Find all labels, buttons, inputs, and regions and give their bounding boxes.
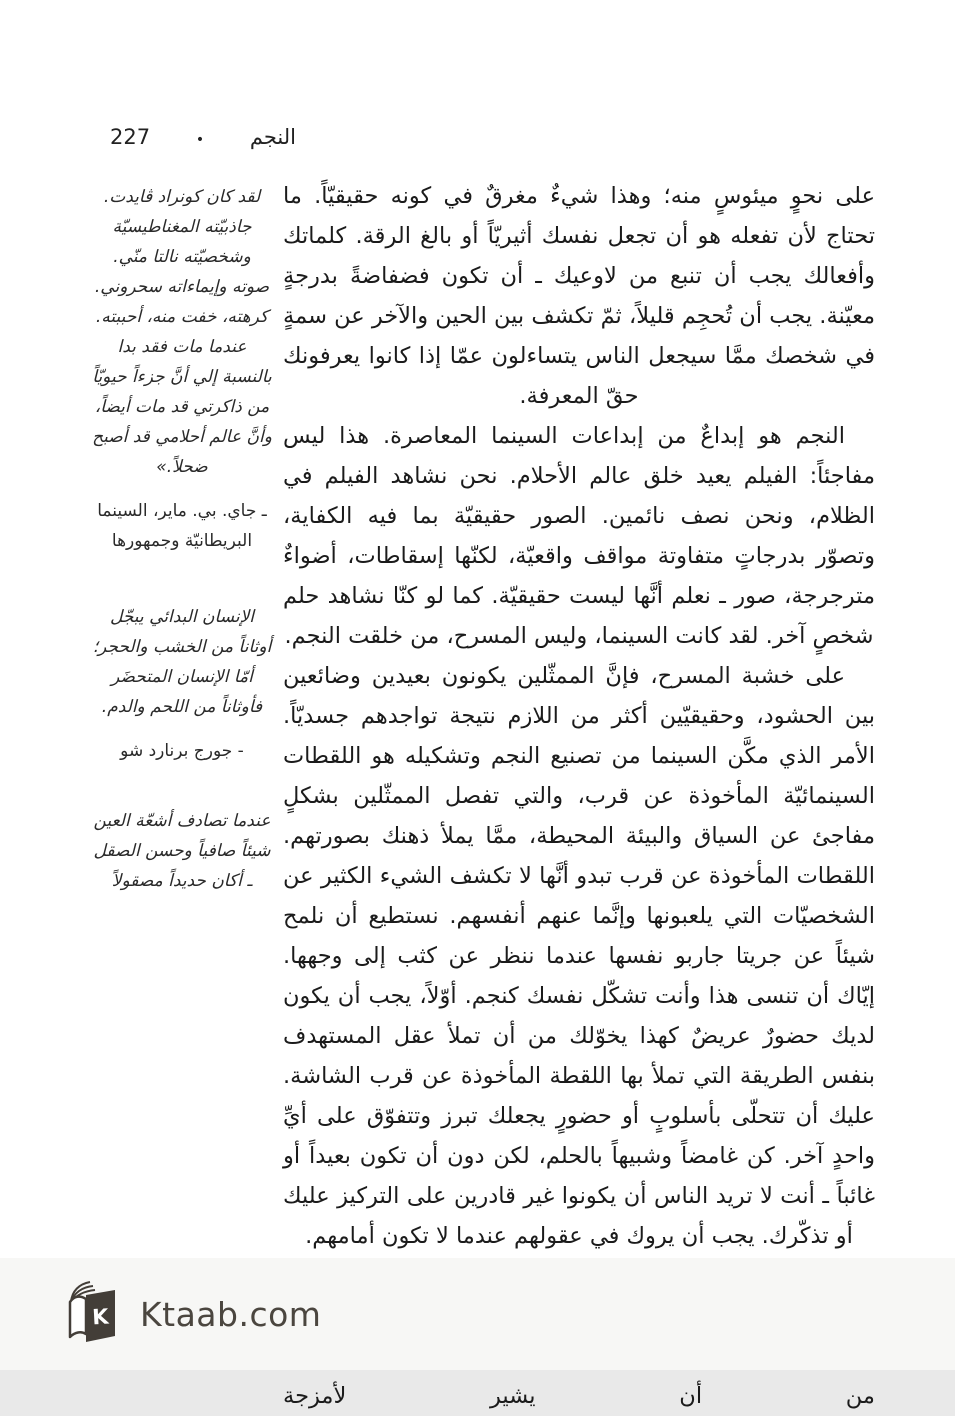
body-paragraph: من أن يشير لأمزجة (283, 1383, 875, 1409)
chapter-title: النجم (249, 125, 296, 149)
header-separator-dot: • (195, 132, 205, 148)
margin-quote: الإنسان البدائي يبجّل أوثاناً من الخشب والحجر؛ أمّا الإنسان المتحضَر فأوثاناً من اللحم والدم. (92, 607, 272, 717)
margin-column (92, 182, 272, 910)
brand-logo (60, 1278, 321, 1350)
body-paragraph: على نحوٍ ميئوسٍ منه؛ وهذا شيءٌ مغرقٌ في كونه حقيقيّاً. ما تحتاج لأن تفعله هو أن تجعل نفسك أثيريّاً أو بالغ الرقة. كلماتك وأفعالك يجب أن تنبع من لاوعيك ـ أن تكون فضفاضةً بدرجةٍ معيّنة. يجب أن تُحجِم قليلاً، ثمّ تكشف بين الحين والآخر عن سمةٍ في شخصك ممَّا سيجعل الناس يتساءلون عمّا إذا كانوا يعرفونك حقّ المعرفة. (283, 183, 875, 409)
margin-quote: لقد كان كونراد ڤايدت. جاذبيّته المغناطيسيّة وشخصيّته نالتا منّي. صوته وإيماءاته سحروني. كرهته، خفت منه، أحببته. عندما مات فقد بدا بالنسبة إلي أنَّ جزءاً حيويّاً من ذاكرتي قد مات أيضاً، وأنَّ عالم أحلامي قد أصبح ضحلاً.» (92, 187, 272, 477)
body-column (283, 176, 875, 1416)
margin-attribution: - جورج برنارد شو (120, 741, 244, 761)
page-header (110, 125, 296, 149)
body-paragraph: النجم هو إبداعٌ من إبداعات السينما المعاصرة. هذا ليس مفاجئاً: الفيلم يعيد خلق عالم الأحلام. نحن نشاهد الفيلم في الظلام، ونحن نصف نائمين. الصور حقيقيّة بما فيه الكفاية، وتصوّر بدرجاتٍ متفاوتة مواقف واقعيّة، لكنّها إسقاطات، أضواءٌ مترجرجة، صور ـ نعلم أنَّها ليست حقيقيّة. كما لو كنّا نشاهد حلم شخصٍ آخر. لقد كانت السينما، وليس المسرح، من خلقت النجم. (283, 423, 875, 649)
margin-attribution: ـ جاي. بي. ماير، السينما البريطانيّة وجمهورها (97, 501, 267, 551)
brand-name: Ktaab.com (140, 1294, 322, 1334)
footer-strip (0, 1258, 955, 1370)
margin-quote: عندما تصادف أشعّة العين شيئاً صافياً وحسن الصقل ـ أكان حديداً مصقولاً (93, 811, 271, 891)
body-paragraph: على خشبة المسرح، فإنَّ الممثّلين يكونون بعيدين وضائعين بين الحشود، وحقيقيّين أكثر من اللازم نتيجة تواجدهم جسديّاً. الأمر الذي مكَّن السينما من تصنيع النجم وتشكيله هو اللقطات السينمائيّة المأخوذة عن قرب، والتي تفصل الممثّلين بشكلٍ مفاجئ عن السياق والبيئة المحيطة، ممَّا يملأ ذهنك بصورتهم. اللقطات المأخوذة عن قرب تبدو أنَّها لا تكشف الشيء الكثير عن الشخصيّات التي يلعبونها وإنَّما عنهم أنفسهم. نستطيع أن نلمح شيئاً عن جريتا جاربو نفسها عندما ننظر عن كثب إلى وجهها. إيّاك أن تنسى هذا وأنت تشكّل نفسك كنجم. أوّلاً، يجب أن يكون لديك حضورٌ عريضٌ كهذا يخوّلك من أن تملأ عقل المستهدف بنفس الطريقة التي تملأ بها اللقطة المأخوذة عن قرب الشاشة. عليك أن تتحلّى بأسلوبٍ أو حضورٍ يجعلك تبرز وتتفوّق على أيِّ واحدٍ آخر. كن غامضاً وشبيهاً بالحلم، لكن دون أن تكون بعيداً أو غائباً ـ أنت لا تريد الناس أن يكونوا غير قادرين على التركيز عليك أو تذكّرك. يجب أن يروك في عقولهم عندما لا تكون أمامهم. (283, 663, 875, 1249)
page-number: 227 (110, 125, 151, 149)
open-book-icon (60, 1278, 126, 1350)
logo-letter: K (91, 1304, 110, 1330)
